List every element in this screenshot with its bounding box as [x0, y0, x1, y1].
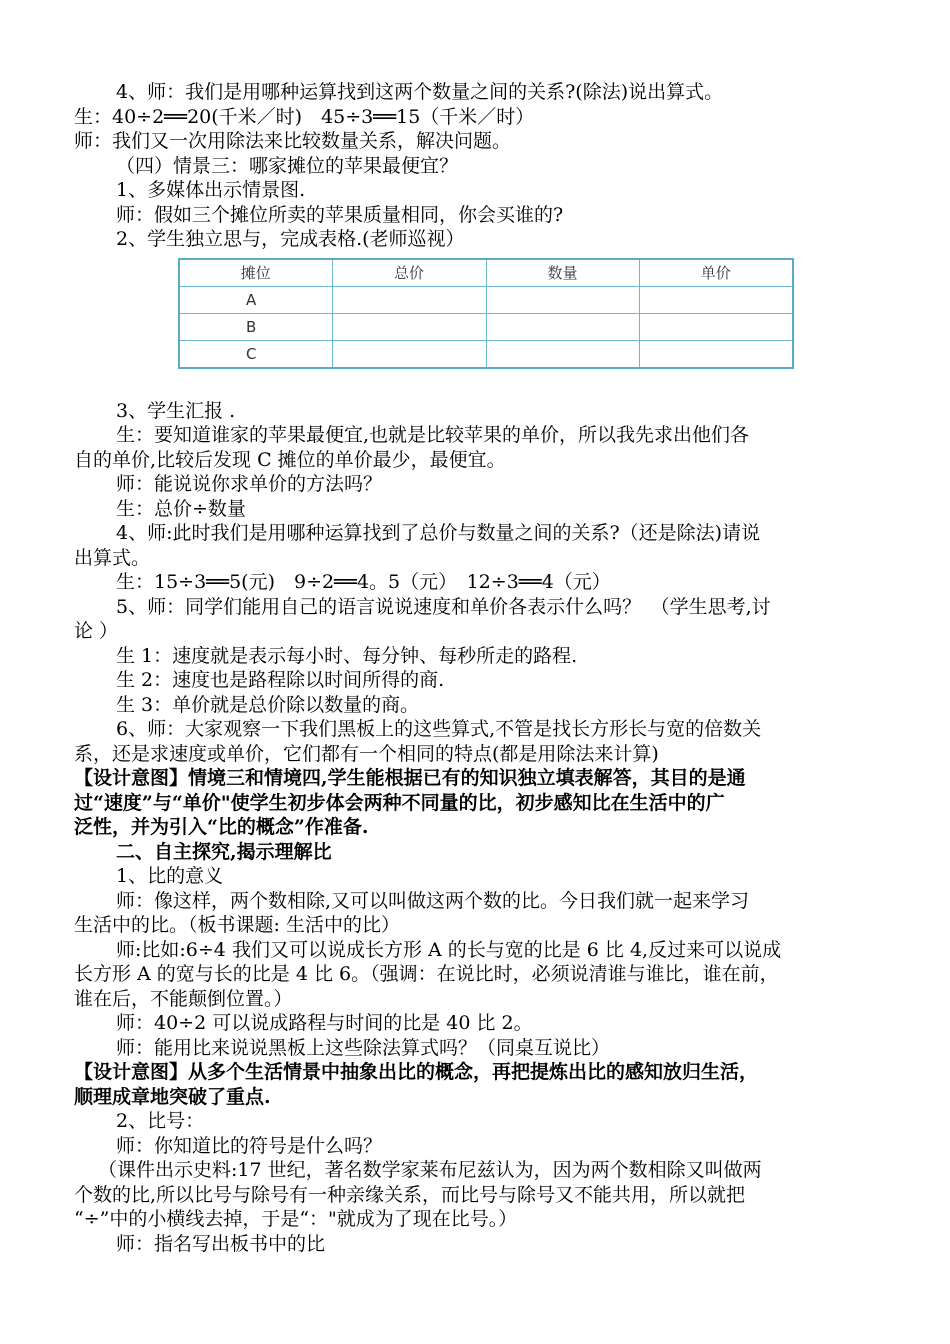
- text-line: 3、学生汇报 .: [116, 399, 236, 422]
- table-header-cell: 摊位: [179, 259, 332, 287]
- text-line: 6、师：大家观察一下我们黑板上的这些算式,不管是找长方形长与宽的倍数关: [116, 718, 762, 740]
- text-line: 长方形 A 的宽与长的比是 4 比 6。（强调：在说比时，必须说清谁与谁比，谁在前，: [74, 963, 779, 985]
- table-cell: [639, 313, 793, 340]
- text-line: 师：假如三个摊位所卖的苹果质量相同，你会买谁的?: [116, 203, 564, 226]
- text-line: 师：我们又一次用除法来比较数量关系，解决问题。: [74, 130, 512, 152]
- table-cell: [486, 340, 639, 368]
- text-line: 自的单价,比较后发现 C 摊位的单价最少，最便宜。: [74, 448, 506, 471]
- table-cell: [639, 286, 793, 313]
- stall-table-container: [178, 258, 879, 369]
- table-header-cell: 单价: [639, 259, 793, 287]
- table-cell: [332, 286, 486, 313]
- paragraph-group-top: [74, 80, 879, 252]
- text-line: 4、师:此时我们是用哪种运算找到了总价与数量之间的关系?（还是除法)请说: [116, 522, 761, 544]
- table-cell-stall: A: [179, 286, 332, 313]
- text-line: 师：你知道比的符号是什么吗？: [116, 1134, 383, 1157]
- text-line: 谁在后，不能颠倒位置。）: [74, 987, 293, 1010]
- text-line: 个数的比,所以比号与除号有一种亲缘关系，而比号与除号又不能共用，所以就把: [74, 1183, 746, 1206]
- text-line: 系，还是求速度或单价，它们都有一个相同的特点(都是用除法来计算): [74, 742, 659, 765]
- table-cell: [332, 340, 486, 368]
- text-line: 生：40÷2══20(千米／时) 45÷3══15（千米／时）: [74, 105, 535, 128]
- text-line: 生：总价÷数量: [116, 497, 246, 520]
- text-line: 生 2：速度也是路程除以时间所得的商.: [116, 669, 445, 691]
- text-line: 生：要知道谁家的苹果最便宜,也就是比较苹果的单价，所以我先求出他们各: [116, 424, 750, 446]
- text-line: 二、自主探究,揭示理解比: [116, 840, 332, 863]
- table-header-row: [179, 259, 793, 287]
- text-line: 师：像这样，两个数相除,又可以叫做这两个数的比。今日我们就一起来学习: [116, 889, 750, 912]
- table-header-cell: 总价: [332, 259, 486, 287]
- text-line: 师：能用比来说说黑板上这些除法算式吗？（同桌互说比）: [116, 1036, 611, 1059]
- text-line: 2、学生独立思与，完成表格.(老师巡视）: [116, 228, 465, 250]
- table-cell: [486, 286, 639, 313]
- text-line: 顺理成章地突破了重点.: [74, 1085, 271, 1108]
- table-cell: [486, 313, 639, 340]
- text-line: 5、师：同学们能用自己的语言说说速度和单价各表示什么吗？ （学生思考,讨: [116, 595, 771, 618]
- text-line: 4、师：我们是用哪种运算找到这两个数量之间的关系?(除法)说出算式。: [116, 81, 724, 103]
- text-line: 出算式。: [74, 546, 151, 569]
- table-row: [179, 286, 793, 313]
- stall-price-table: [178, 258, 794, 369]
- text-line: 1、多媒体出示情景图.: [116, 179, 306, 201]
- text-line: 师：指名写出板书中的比: [116, 1232, 326, 1255]
- text-line: 生：15÷3══5(元) 9÷2══4。5（元） 12÷3══4（元）: [116, 571, 611, 593]
- text-line: （课件出示史料:17 世纪，著名数学家莱布尼兹认为，因为两个数相除又叫做两: [98, 1159, 762, 1181]
- text-line: 生活中的比。（板书课题: 生活中的比）: [74, 914, 400, 936]
- text-line: 论 ）: [74, 620, 119, 642]
- text-line: 过“速度”与“单价"使学生初步体会两种不同量的比，初步感知比在生活中的广: [74, 791, 725, 814]
- table-cell-stall: C: [179, 340, 332, 368]
- table-cell: [639, 340, 793, 368]
- text-line: 【设计意图】从多个生活情景中抽象出比的概念，再把提炼出比的感知放归生活，: [74, 1061, 759, 1083]
- text-line: 师:比如:6÷4 我们又可以说成长方形 A 的长与宽的比是 6 比 4,反过来可以说成: [116, 938, 782, 961]
- text-line: 1、比的意义: [116, 865, 224, 887]
- paragraph-group-bottom: [74, 399, 879, 1257]
- text-line: 师：40÷2 可以说成路程与时间的比是 40 比 2。: [116, 1012, 533, 1034]
- table-header-cell: 数量: [486, 259, 639, 287]
- text-line: 生 3：单价就是总价除以数量的商。: [116, 693, 420, 716]
- text-line: 泛性，并为引入“比的概念”作准备.: [74, 816, 369, 838]
- text-line: 【设计意图】情境三和情境四,学生能根据已有的知识独立填表解答，其目的是通: [74, 767, 746, 789]
- table-row: [179, 340, 793, 368]
- table-row: [179, 313, 793, 340]
- table-cell-stall: B: [179, 313, 332, 340]
- text-line: 生 1：速度就是表示每小时、每分钟、每秒所走的路程.: [116, 644, 578, 667]
- text-line: （四）情景三：哪家摊位的苹果最便宜？: [116, 154, 459, 177]
- table-cell: [332, 313, 486, 340]
- document-body: [74, 80, 879, 1256]
- text-line: 师：能说说你求单价的方法吗？: [116, 473, 383, 495]
- text-line: 2、比号：: [116, 1110, 205, 1132]
- text-line: “÷”中的小横线去掉，于是“："就成为了现在比号。）: [74, 1208, 518, 1230]
